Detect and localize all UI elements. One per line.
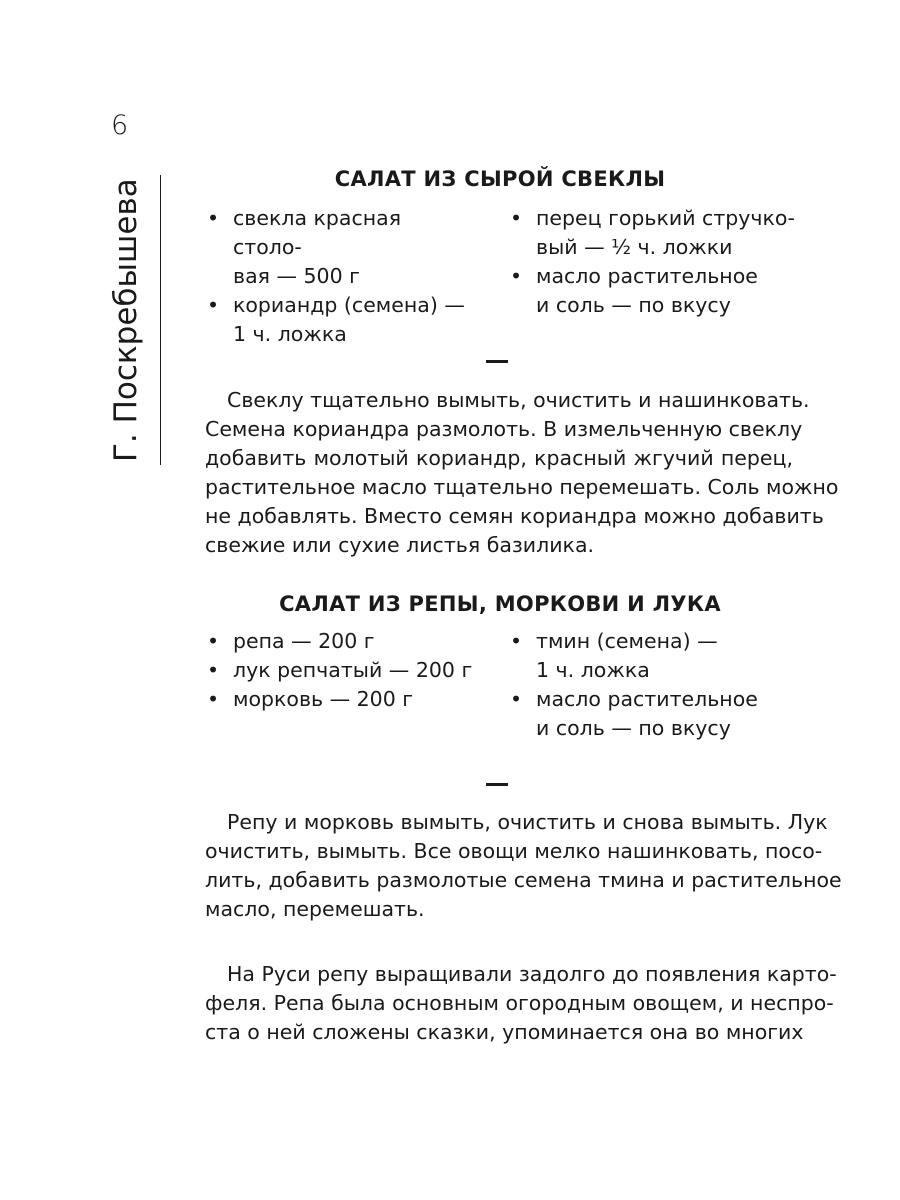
ingredient-line: масло растительное <box>536 264 758 288</box>
method-line: очистить, вымыть. Все овощи мелко нашинковать, посо- <box>205 839 823 863</box>
ingredient-line: тмин (семена) — <box>536 629 718 653</box>
method-line: лить, добавить размолотые семена тмина и растительное <box>205 868 842 892</box>
page-number: 6 <box>111 110 129 141</box>
note-line: На Руси репу выращивали задолго до появления карто- <box>227 962 837 986</box>
note-line: феля. Репа была основным огородным овощем, и неспро- <box>205 991 834 1015</box>
recipe-2-method <box>205 808 842 924</box>
method-line: Семена кориандра размолоть. В измельченную свеклу <box>205 417 803 441</box>
recipe-1-method <box>205 386 839 560</box>
ingredient-line: 1 ч. ложка <box>233 322 347 346</box>
method-line: Репу и морковь вымыть, очистить и снова вымыть. Лук <box>227 810 828 834</box>
recipe-2-ingredients-right <box>508 627 798 743</box>
ingredient-item <box>508 627 798 685</box>
ingredient-line: кориандр (семена) — <box>233 293 465 317</box>
ingredient-line: лук репчатый — 200 г <box>233 658 473 682</box>
ingredient-item <box>205 627 475 656</box>
ingredient-item <box>205 685 475 714</box>
ingredient-line: вый — ½ ч. ложки <box>536 235 733 259</box>
ingredient-item <box>205 204 475 291</box>
ingredient-line: репа — 200 г <box>233 629 375 653</box>
ingredient-item <box>508 685 798 743</box>
ingredient-item <box>508 262 798 320</box>
ingredient-item <box>205 656 475 685</box>
ingredient-line: морковь — 200 г <box>233 687 414 711</box>
method-line: масло, перемешать. <box>205 897 425 921</box>
method-line: растительное масло тщательно перемешать. Соль можно <box>205 475 839 499</box>
ingredient-line: масло растительное <box>536 687 758 711</box>
ingredient-line: вая — 500 г <box>233 264 360 288</box>
running-author: Г. Поскребышева <box>108 178 144 462</box>
recipe-1-title: САЛАТ ИЗ СЫРОЙ СВЕКЛЫ <box>334 167 666 191</box>
section-dash <box>486 360 508 363</box>
ingredient-item <box>205 291 475 349</box>
section-dash <box>486 783 508 786</box>
ingredient-line: и соль — по вкусу <box>536 716 731 740</box>
method-line: свежие или сухие листья базилика. <box>205 533 595 557</box>
recipe-2-ingredients-left <box>205 627 475 714</box>
ingredient-line: и соль — по вкусу <box>536 293 731 317</box>
history-note <box>205 960 837 1047</box>
recipe-1-ingredients-right <box>508 204 798 320</box>
vertical-rule <box>160 175 161 465</box>
note-line: ста о ней сложены сказки, упоминается она во многих <box>205 1020 804 1044</box>
ingredient-line: 1 ч. ложка <box>536 658 650 682</box>
ingredient-line: перец горький стручко- <box>536 206 795 230</box>
method-line: добавить молотый кориандр, красный жгучий перец, <box>205 446 793 470</box>
recipe-2-title: САЛАТ ИЗ РЕПЫ, МОРКОВИ И ЛУКА <box>279 592 721 616</box>
recipe-1-ingredients-left <box>205 204 475 349</box>
ingredient-item <box>508 204 798 262</box>
method-line: не добавлять. Вместо семян кориандра можно добавить <box>205 504 824 528</box>
ingredient-line: свекла красная столо- <box>233 206 402 259</box>
method-line: Свеклу тщательно вымыть, очистить и нашинковать. <box>227 388 810 412</box>
